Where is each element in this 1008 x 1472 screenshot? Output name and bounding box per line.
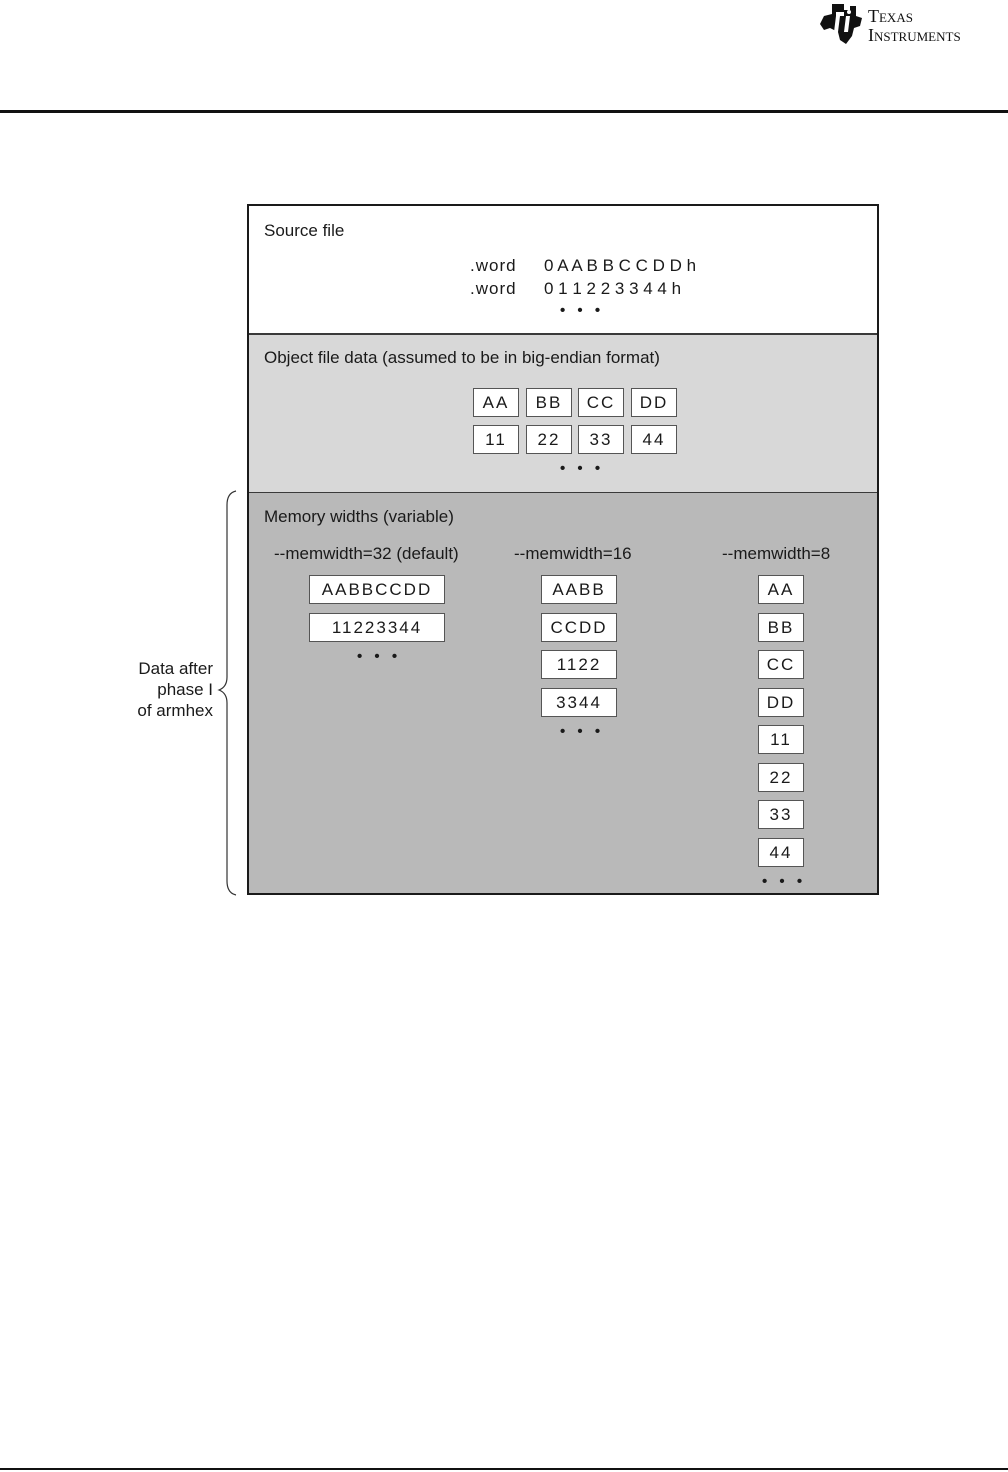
logo-line-1: Texas	[868, 6, 913, 26]
memwidth-32-heading: --memwidth=32 (default)	[274, 544, 459, 563]
brace-label-line-2: phase I	[157, 680, 213, 699]
object-file-panel	[249, 335, 877, 493]
source-line-1-directive: .word	[470, 256, 517, 275]
memory-panel-title: Memory widths (variable)	[264, 507, 454, 526]
memwidth-8-cell: BB	[758, 613, 804, 642]
memwidth-16-cell: 1122	[541, 650, 617, 679]
source-file-panel	[249, 206, 877, 335]
memwidth-8-cell: 11	[758, 725, 804, 754]
object-byte-cell: AA	[473, 388, 519, 417]
memwidth-8-cell: 33	[758, 800, 804, 829]
memwidth-8-cell: 44	[758, 838, 804, 867]
logo-line-2: Instruments	[868, 25, 961, 45]
ti-chip-logo-icon	[818, 2, 866, 46]
source-line-2-value: 0 1 1 2 2 3 3 4 4 h	[544, 279, 682, 298]
memwidth-8-cell: CC	[758, 650, 804, 679]
memwidth-32-cell: AABBCCDD	[309, 575, 445, 604]
object-byte-cell: 33	[578, 425, 624, 454]
object-byte-cell: 44	[631, 425, 677, 454]
object-byte-cell: DD	[631, 388, 677, 417]
source-ellipsis: • • •	[560, 302, 605, 319]
memwidth-8-cell: 22	[758, 763, 804, 792]
memwidth-16-ellipsis: • • •	[560, 723, 605, 740]
memwidth-16-cell: 3344	[541, 688, 617, 717]
memwidth-8-cell: DD	[758, 688, 804, 717]
header-rule	[0, 110, 1008, 113]
source-panel-title: Source file	[264, 221, 345, 240]
object-ellipsis: • • •	[560, 460, 605, 477]
ti-logo	[818, 2, 1008, 48]
figure-frame	[247, 204, 879, 895]
source-line-2-directive: .word	[470, 279, 517, 298]
memwidth-8-heading: --memwidth=8	[722, 544, 831, 563]
memwidth-16-cell: CCDD	[541, 613, 617, 642]
memwidth-16-heading: --memwidth=16	[514, 544, 632, 563]
memory-widths-panel	[249, 493, 877, 893]
memwidth-8-ellipsis: • • •	[762, 873, 807, 890]
brace-label-line-1: Data after	[138, 659, 213, 678]
object-byte-cell: 22	[526, 425, 572, 454]
curly-brace-icon	[214, 489, 238, 899]
brace-label-line-3: of armhex	[137, 701, 213, 720]
object-byte-cell: BB	[526, 388, 572, 417]
object-byte-cell: CC	[578, 388, 624, 417]
object-byte-cell: 11	[473, 425, 519, 454]
source-line-1-value: 0 A A B B C C D D h	[544, 256, 697, 275]
brace-label	[115, 658, 213, 721]
object-panel-title: Object file data (assumed to be in big-endian format)	[264, 348, 660, 367]
memwidth-32-cell: 11223344	[309, 613, 445, 642]
memwidth-16-cell: AABB	[541, 575, 617, 604]
memwidth-8-cell: AA	[758, 575, 804, 604]
memwidth-32-ellipsis: • • •	[357, 648, 402, 665]
footer-rule	[0, 1468, 1008, 1470]
